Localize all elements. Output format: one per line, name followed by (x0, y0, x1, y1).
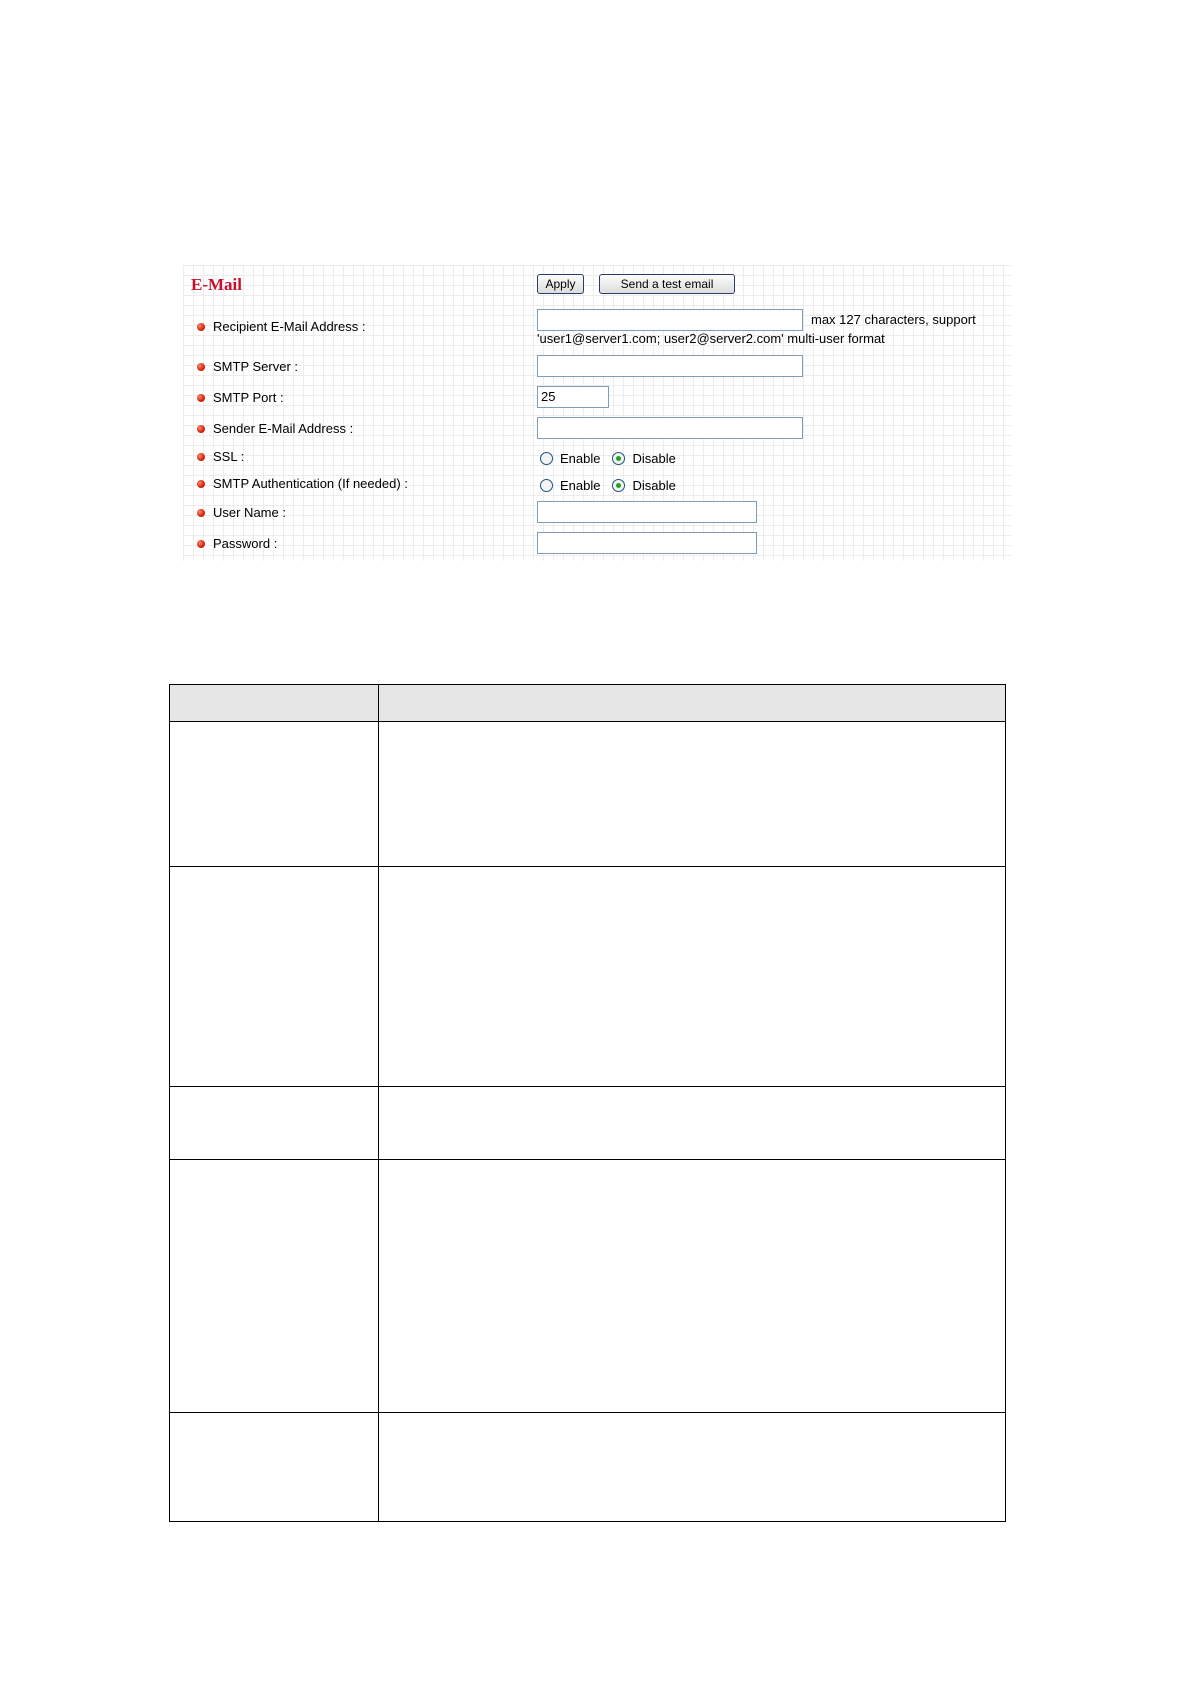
table-cell (170, 1413, 379, 1522)
send-test-email-button[interactable]: Send a test email (599, 274, 735, 294)
smtp-server-label (197, 359, 298, 375)
bullet-icon (197, 363, 205, 371)
table-header-cell (379, 685, 1006, 722)
ssl-enable-radio[interactable] (540, 452, 553, 465)
table-cell (379, 867, 1006, 1087)
bullet-icon (197, 425, 205, 433)
table-cell (170, 1087, 379, 1160)
ssl-disable-label: Disable (632, 451, 676, 466)
email-settings-panel (183, 265, 1011, 561)
description-table (169, 684, 1006, 1522)
smtp-auth-disable-label: Disable (632, 478, 676, 493)
sender-email-label (197, 421, 353, 437)
table-row (170, 1413, 1006, 1522)
sender-email-label-text: Sender E-Mail Address : (213, 421, 354, 436)
password-input[interactable] (537, 532, 757, 554)
user-name-input[interactable] (537, 501, 757, 523)
panel-title: E-Mail (191, 275, 242, 294)
table-cell (379, 1413, 1006, 1522)
table-cell (170, 722, 379, 867)
ssl-label-text: SSL : (213, 449, 245, 464)
smtp-auth-label-text: SMTP Authentication (If needed) : (213, 476, 408, 491)
table-header-row (170, 685, 1006, 722)
table-row (170, 722, 1006, 867)
password-label (197, 536, 277, 552)
user-name-label (197, 505, 286, 521)
table-cell (379, 1160, 1006, 1413)
table-row (170, 867, 1006, 1087)
recipient-email-input[interactable] (537, 309, 803, 331)
smtp-auth-label (197, 476, 408, 492)
password-label-text: Password : (213, 536, 278, 551)
recipient-note-line2: 'user1@server1.com; user2@server2.com' multi-user format (537, 331, 885, 346)
bullet-icon (197, 509, 205, 517)
table-header-cell (170, 685, 379, 722)
table-cell (170, 1160, 379, 1413)
table-row (170, 1160, 1006, 1413)
ssl-disable-radio[interactable] (612, 452, 625, 465)
bullet-icon (197, 394, 205, 402)
recipient-note-line1: max 127 characters, support (811, 312, 976, 327)
apply-button[interactable]: Apply (537, 274, 584, 294)
recipient-label (197, 319, 365, 335)
smtp-port-input[interactable]: 25 (537, 386, 609, 408)
table-row (170, 1087, 1006, 1160)
table-cell (170, 867, 379, 1087)
smtp-port-label (197, 390, 284, 406)
bullet-icon (197, 453, 205, 461)
sender-email-input[interactable] (537, 417, 803, 439)
bullet-icon (197, 480, 205, 488)
smtp-port-label-text: SMTP Port : (213, 390, 284, 405)
user-name-label-text: User Name : (213, 505, 286, 520)
smtp-auth-enable-radio[interactable] (540, 479, 553, 492)
smtp-auth-enable-label: Enable (560, 478, 601, 493)
ssl-enable-label: Enable (560, 451, 601, 466)
bullet-icon (197, 323, 205, 331)
ssl-label (197, 449, 244, 465)
table-cell (379, 722, 1006, 867)
smtp-server-label-text: SMTP Server : (213, 359, 299, 374)
smtp-auth-radio-group (540, 478, 688, 493)
table-cell (379, 1087, 1006, 1160)
recipient-label-text: Recipient E-Mail Address : (213, 319, 366, 334)
smtp-auth-disable-radio[interactable] (612, 479, 625, 492)
bullet-icon (197, 540, 205, 548)
ssl-radio-group (540, 451, 688, 466)
smtp-server-input[interactable] (537, 355, 803, 377)
